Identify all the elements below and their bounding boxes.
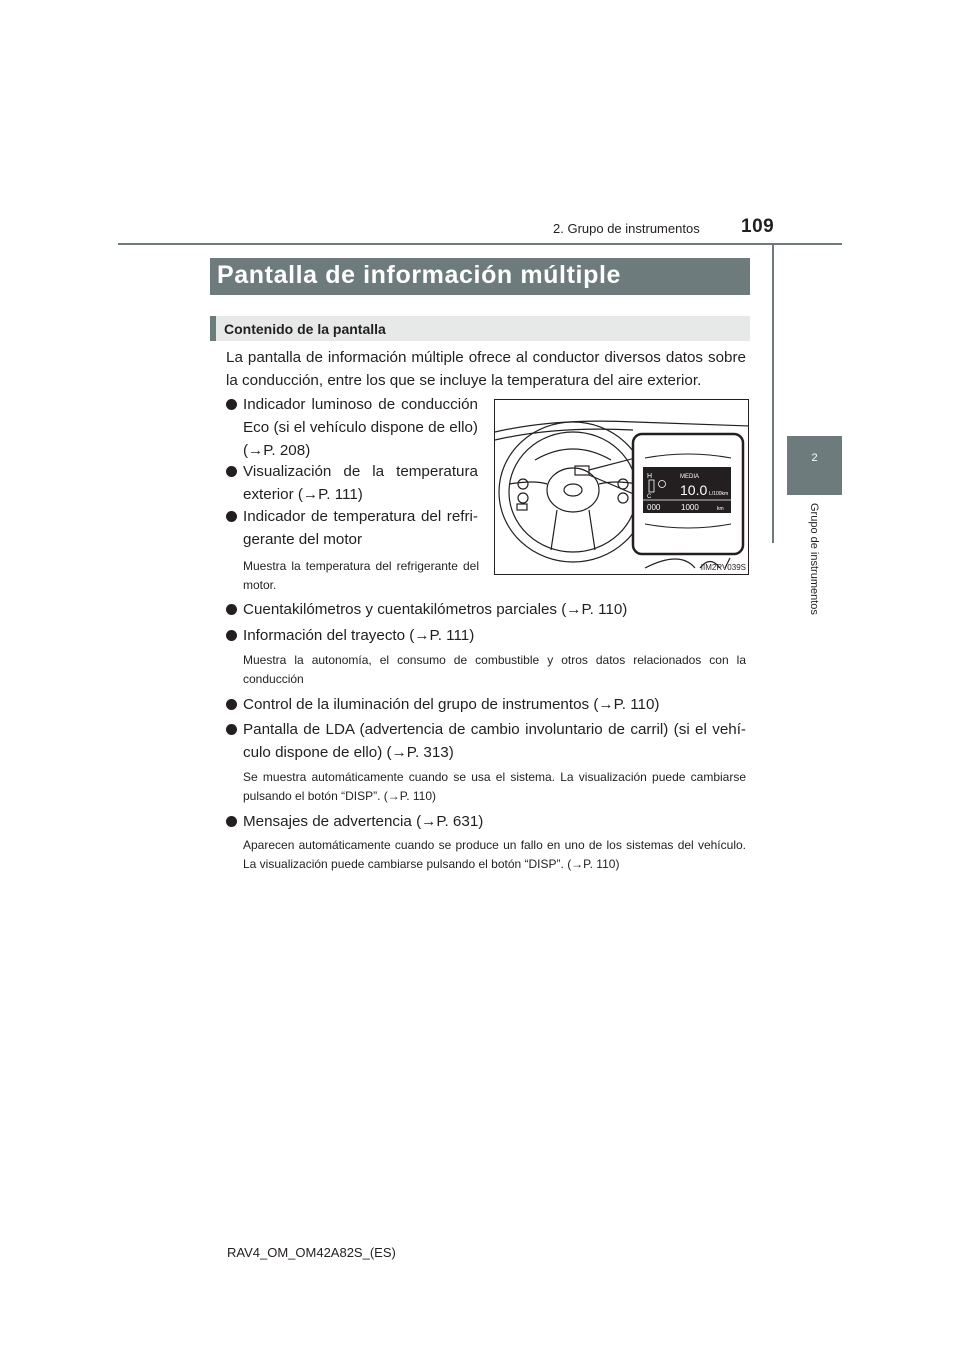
display-consumption-unit: L/100km: [709, 491, 729, 497]
bullet-trip-information: [226, 624, 746, 647]
dashboard-illustration: [494, 399, 749, 575]
bullet-dot: [226, 399, 237, 410]
bullet-lda-display: [226, 718, 746, 764]
bullet-odometer: [226, 598, 746, 621]
bullet-text: Pantalla de LDA (advertencia de cambio involuntario de carril) (si el vehí-culo dispone de ello) (→P. 313): [243, 721, 746, 761]
display-km-unit: km: [717, 506, 724, 512]
display-c-mark: C: [647, 494, 652, 500]
display-trip: 1000: [681, 503, 699, 512]
bullet-text: Indicador de temperatura del refri-gerante del motor: [243, 508, 478, 548]
bullet-text: Visualización de la temperatura exterior (→P. 111): [243, 463, 478, 503]
bullet-text: Mensajes de advertencia (→P. 631): [243, 813, 484, 830]
display-media-label: MEDIA: [680, 474, 700, 480]
bullet-dot: [226, 511, 237, 522]
bullet-text: Control de la iluminación del grupo de instrumentos (→P. 110): [243, 696, 660, 713]
bullet-dot: [226, 699, 237, 710]
header-rule: [118, 243, 842, 245]
page-number: 109: [741, 216, 775, 237]
display-consumption-value: 10.0: [680, 482, 708, 498]
display-odometer: 000: [647, 503, 661, 512]
bullet-dot: [226, 724, 237, 735]
bullet-dot: [226, 466, 237, 477]
figure-label: IIM2RV039S: [700, 563, 746, 572]
chapter-tab-label: [806, 503, 822, 643]
section-title: Pantalla de información múltiple: [217, 261, 621, 289]
bullet-note: Muestra la autonomía, el consumo de combustible y otros datos relacionados con la conducción: [243, 653, 746, 686]
side-rule: [772, 243, 774, 543]
bullet-eco-indicator: [226, 393, 478, 462]
display-h-mark: H: [647, 473, 653, 480]
bullet-outside-temperature: [226, 460, 478, 506]
bullet-illumination-control: [226, 693, 746, 716]
bullet-dot: [226, 630, 237, 641]
bullet-text: Cuentakilómetros y cuentakilómetros parciales (→P. 110): [243, 601, 628, 618]
running-head: 2. Grupo de instrumentos: [553, 221, 700, 236]
bullet-warning-messages: [226, 810, 746, 833]
document-code: RAV4_OM_OM42A82S_(ES): [227, 1245, 396, 1260]
bullet-note: Se muestra automáticamente cuando se usa el sistema. La visualización puede cambiarse pulsando el botón “DISP”. (→P. 110): [243, 770, 746, 803]
intro-paragraph: La pantalla de información múltiple ofrece al conductor diversos datos sobre la conducción, entre los que se incluye la temperatura del aire exterior.: [226, 349, 746, 389]
chapter-tab: [787, 436, 842, 495]
bullet-text: Indicador luminoso de conducción Eco (si el vehículo dispone de ello) (→P. 208): [243, 396, 478, 459]
dashboard-illustration-svg: [495, 400, 749, 575]
bullet-coolant-temperature: [226, 505, 478, 551]
subsection-accent: [210, 316, 216, 341]
bullet-note: Aparecen automáticamente cuando se produce un fallo en uno de los sistemas del vehículo. La visualización puede cambiarse pulsando el botón “DISP”. (→P. 110): [243, 838, 746, 871]
bullet-note: Muestra la temperatura del refrigerante del motor.: [243, 559, 479, 592]
subsection-title: Contenido de la pantalla: [224, 321, 386, 337]
bullet-dot: [226, 816, 237, 827]
bullet-dot: [226, 604, 237, 615]
bullet-text: Información del trayecto (→P. 111): [243, 627, 475, 644]
chapter-tab-label-text: Grupo de instrumentos: [808, 503, 820, 615]
chapter-tab-number: 2: [811, 452, 818, 464]
